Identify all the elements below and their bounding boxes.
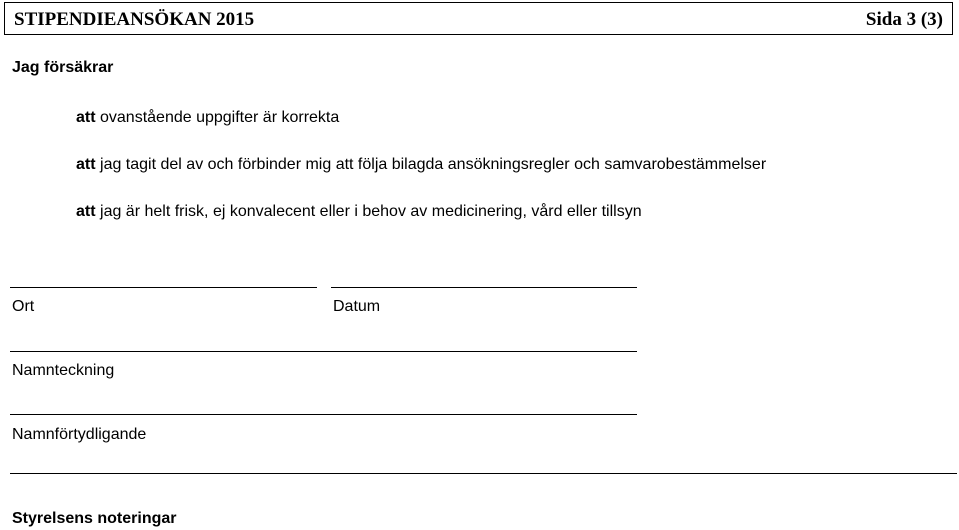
statement-1	[76, 109, 339, 127]
name-clarification-line	[10, 414, 637, 415]
place-label: Ort	[12, 298, 35, 315]
page-header	[4, 2, 953, 35]
statement-text: jag är helt frisk, ej konvalecent eller i behov av medicinering, vård eller tillsyn	[95, 203, 642, 220]
statement-lead: att	[76, 203, 96, 220]
place-signature-line	[10, 287, 317, 288]
date-signature-line	[331, 287, 637, 288]
declaration-heading: Jag försäkrar	[12, 59, 114, 76]
signature-label: Namnteckning	[12, 362, 115, 379]
statement-3	[76, 203, 642, 221]
statement-text: ovanstående uppgifter är korrekta	[95, 109, 340, 126]
board-notes-label: Styrelsens noteringar	[12, 510, 177, 527]
page-number: Sida 3 (3)	[865, 9, 943, 30]
statement-lead: att	[76, 156, 96, 173]
name-clarification-label: Namnförtydligande	[12, 426, 147, 443]
statement-lead: att	[76, 109, 96, 126]
board-notes-divider	[10, 473, 957, 474]
signature-line	[10, 351, 637, 352]
statement-text: jag tagit del av och förbinder mig att följa bilagda ansökningsregler och samvarobestämmelser	[95, 156, 767, 173]
date-label: Datum	[333, 298, 381, 315]
statement-2	[76, 156, 766, 174]
document-title: STIPENDIEANSÖKAN 2015	[14, 9, 255, 30]
